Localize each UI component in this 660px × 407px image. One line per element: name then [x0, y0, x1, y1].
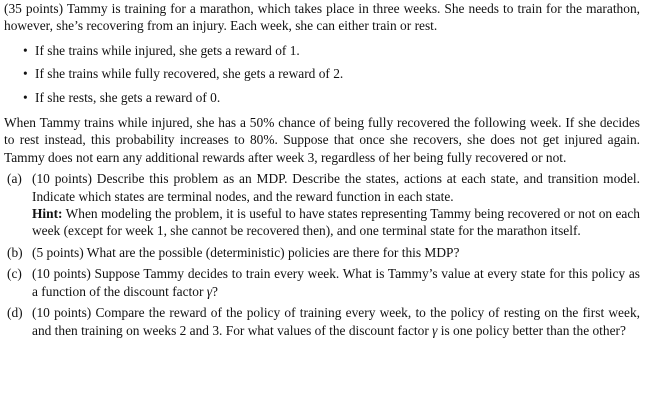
bullet-icon: • [23, 89, 28, 105]
part-a-label: (a) [7, 171, 22, 187]
reward-list [4, 42, 640, 106]
list-item [4, 65, 640, 82]
problem-document [4, 0, 640, 343]
transition-paragraph: When Tammy trains while injured, she has a 50% chance of being fully recovered the following week. If she decides to rest instead, this probability increases to 80%. Suppose that once she recovers, she does not get injured again. Tammy does not earn any additional rewards after week 3, regardless of her being fully recovered or not. [4, 115, 640, 165]
hint-text: When modeling the problem, it is useful to have states representing Tammy being recovered or not on each week (except for week 1, she cannot be recovered then), and one terminal state for the marathon itself. [32, 206, 640, 239]
part-d-label: (d) [7, 305, 23, 321]
part-b-label: (b) [7, 244, 23, 260]
bullet-icon: • [23, 42, 28, 58]
bullet-icon: • [23, 66, 28, 82]
part-a-text: (10 points) Describe this problem as an MDP. Describe the states, actions at each state, and transition model. Indicate which states are terminal nodes, and the reward function in each state. [32, 171, 640, 204]
reward-recovered-train: If she trains while fully recovered, she gets a reward of 2. [35, 66, 344, 82]
part-d-text-end: is one policy better than the other? [437, 322, 626, 338]
part-c-label: (c) [7, 266, 22, 282]
gamma-symbol: γ [432, 322, 438, 338]
reward-rest: If she rests, she gets a reward of 0. [35, 89, 221, 105]
part-c-text: (10 points) Suppose Tammy decides to train every week. What is Tammy’s value at every state for this policy as a function of the discount factor [32, 266, 640, 299]
hint-label: Hint: [32, 206, 63, 222]
part-b-text: (5 points) What are the possible (deterministic) policies are there for this MDP? [32, 244, 460, 260]
problem-intro: (35 points) Tammy is training for a marathon, which takes place in three weeks. She needs to train for the marathon, however, she’s recovering from an injury. Each week, she can either train or rest. [4, 1, 640, 34]
part-a [4, 170, 640, 240]
part-d-text: (10 points) Compare the reward of the policy of training every week, to the policy of resting on the first week, and then training on weeks 2 and 3. For what values of the discount factor [32, 305, 640, 338]
list-item [4, 42, 640, 59]
part-d [4, 304, 640, 339]
part-b [4, 244, 640, 261]
reward-injured-train: If she trains while injured, she gets a reward of 1. [35, 42, 300, 58]
gamma-symbol: γ [206, 283, 213, 299]
part-c [4, 265, 640, 300]
question-parts [4, 170, 640, 339]
list-item [4, 89, 640, 106]
part-c-text-end: ? [212, 283, 218, 299]
